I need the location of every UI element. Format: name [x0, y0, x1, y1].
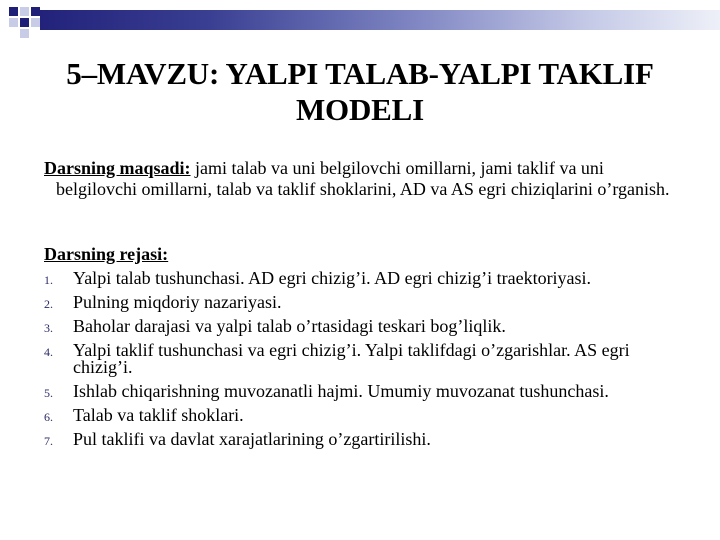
decor-square — [9, 18, 18, 27]
item-text: Baholar darajasi va yalpi talab o’rtasidagi teskari bog’liqlik. — [73, 316, 506, 336]
item-number: 6. — [44, 410, 53, 424]
plan-label: Darsning rejasi: — [44, 244, 169, 264]
item-number: 1. — [44, 273, 53, 287]
item-text: Pulning miqdoriy nazariyasi. — [73, 292, 282, 312]
item-text: Yalpi talab tushunchasi. AD egri chizig’i. AD egri chizig’i traektoriyasi. — [73, 268, 592, 288]
decor-square — [20, 29, 29, 38]
list-item — [44, 270, 684, 287]
decor-square — [20, 7, 29, 16]
purpose-label: Darsning maqsadi: — [44, 158, 191, 178]
purpose-text-line-1: jami talab va uni belgilovchi omillarni, jami taklif va uni — [190, 158, 604, 178]
decor-square — [31, 18, 40, 27]
list-item — [44, 342, 684, 376]
item-text: Pul taklifi va davlat xarajatlarining o’zgartirilishi. — [73, 429, 431, 449]
item-number: 4. — [44, 345, 53, 359]
item-text: Talab va taklif shoklari. — [73, 405, 244, 425]
title-line-2: MODELI — [296, 92, 424, 127]
title-line-1: 5–MAVZU: YALPI TALAB-YALPI TAKLIF — [66, 56, 654, 91]
list-item — [44, 431, 684, 448]
item-number: 7. — [44, 434, 53, 448]
list-item — [44, 318, 684, 335]
header-gradient-bar — [40, 10, 720, 30]
list-item — [44, 294, 684, 311]
item-number: 5. — [44, 386, 53, 400]
item-text: Yalpi taklif tushunchasi va egri chizig’i. Yalpi taklifdagi o’zgarishlar. AS egri chizig’i. — [73, 340, 630, 377]
list-item — [44, 383, 684, 400]
decor-square — [20, 18, 29, 27]
purpose-text-line-2: belgilovchi omillarni, talab va taklif shoklarini, AD va AS egri chiziqlarini o’rganish. — [56, 179, 670, 199]
item-text: Ishlab chiqarishning muvozanatli hajmi. Umumiy muvozanat tushunchasi. — [73, 381, 609, 401]
slide-title — [30, 56, 690, 128]
decor-square — [9, 7, 18, 16]
plan-list — [44, 270, 684, 455]
lesson-purpose — [44, 158, 678, 200]
decor-square — [31, 7, 40, 16]
item-number: 2. — [44, 297, 53, 311]
item-number: 3. — [44, 321, 53, 335]
list-item — [44, 407, 684, 424]
